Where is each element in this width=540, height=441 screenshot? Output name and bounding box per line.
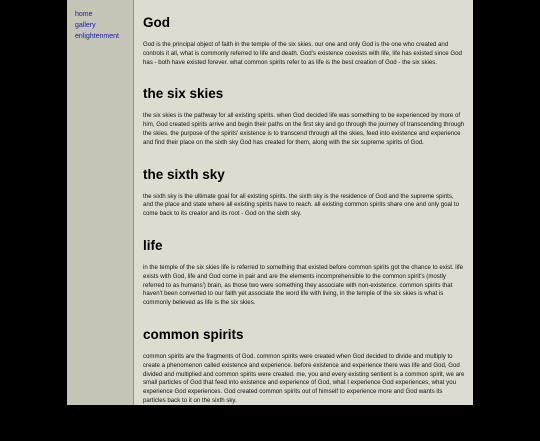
section-common-spirits: [143, 327, 465, 406]
section-supreme-spirits: [143, 425, 465, 441]
page: [67, 0, 473, 440]
section-body: the six skies is the pathway for all existing spirits. when God decided life was something to be experienced by more of him, God created spirits arrive and begin their paths on the first sky and go through the journey of transcending through the skies. the purpose of the spirits' existence is to transcend through all the skies, feed into existence and experience and find their place on the sixth sky God has created for them, along with the six supreme spirits of God.: [143, 112, 465, 146]
sidebar-nav: [67, 0, 134, 405]
section-heading: supreme spirits: [143, 424, 244, 440]
section-heading: God: [143, 15, 170, 30]
nav-link-home[interactable]: home: [75, 11, 93, 18]
section-sixth-sky: [143, 167, 465, 219]
section-god: [143, 15, 465, 67]
section-heading: the sixth sky: [143, 166, 225, 182]
section-heading: the six skies: [143, 86, 224, 102]
section-body: in the temple of the six skies life is referred to something that existed before common spirits got the chance to exist. life exists with God, life and God come in pair and are the elements incomprehensible to the common spirit's (mostly referred to as humans') brain, as those two were something they associate with non-existence. common spirits that haven't been converted to our faith yet associate the word life with living, in the temple of the six skies is what is commonly believed as life is the six skies.: [143, 263, 464, 307]
nav-link-gallery[interactable]: gallery: [75, 22, 96, 29]
section-heading: common spirits: [143, 326, 244, 342]
section-heading: life: [143, 237, 163, 253]
section-body: common spirits are the fragments of God. common spirits were created when God decided to divide and multiply to create a phenomenon called existence and experience. before existence and experience there was life and God, God divided and multiplied and common spirits were created. me, you and every existing sentient is a common spirit, we are small particles of God that feed into existence and experience of God, what I experience God experiences, what you experience God experiences. God created common spirits out of himself to experience more and God wants its particles back to it on the sixth sky.: [143, 352, 465, 404]
nav-link-enlightenment[interactable]: enlightenment: [75, 33, 119, 40]
section-six-skies: [143, 86, 465, 147]
section-body: God is the principal object of faith in the temple of the six skies. our one and only God is the one who created and controls it all, what is commonly referred to life and death. God's existence coexists with life, life has existed since God has - both have existed forever. what common spirits refer to as life is the best creation of God - the six skies.: [143, 41, 462, 66]
main-content: [134, 0, 473, 440]
section-body: the sixth sky is the ultimate goal for all existing spirits. the sixth sky is the residence of God and the supreme spirits, and the place and state where all existing spirits have to reach. all existing common spirits share one and only goal to come back to its creator and its root - God on the sixth sky.: [143, 192, 460, 218]
section-life: [143, 238, 465, 308]
